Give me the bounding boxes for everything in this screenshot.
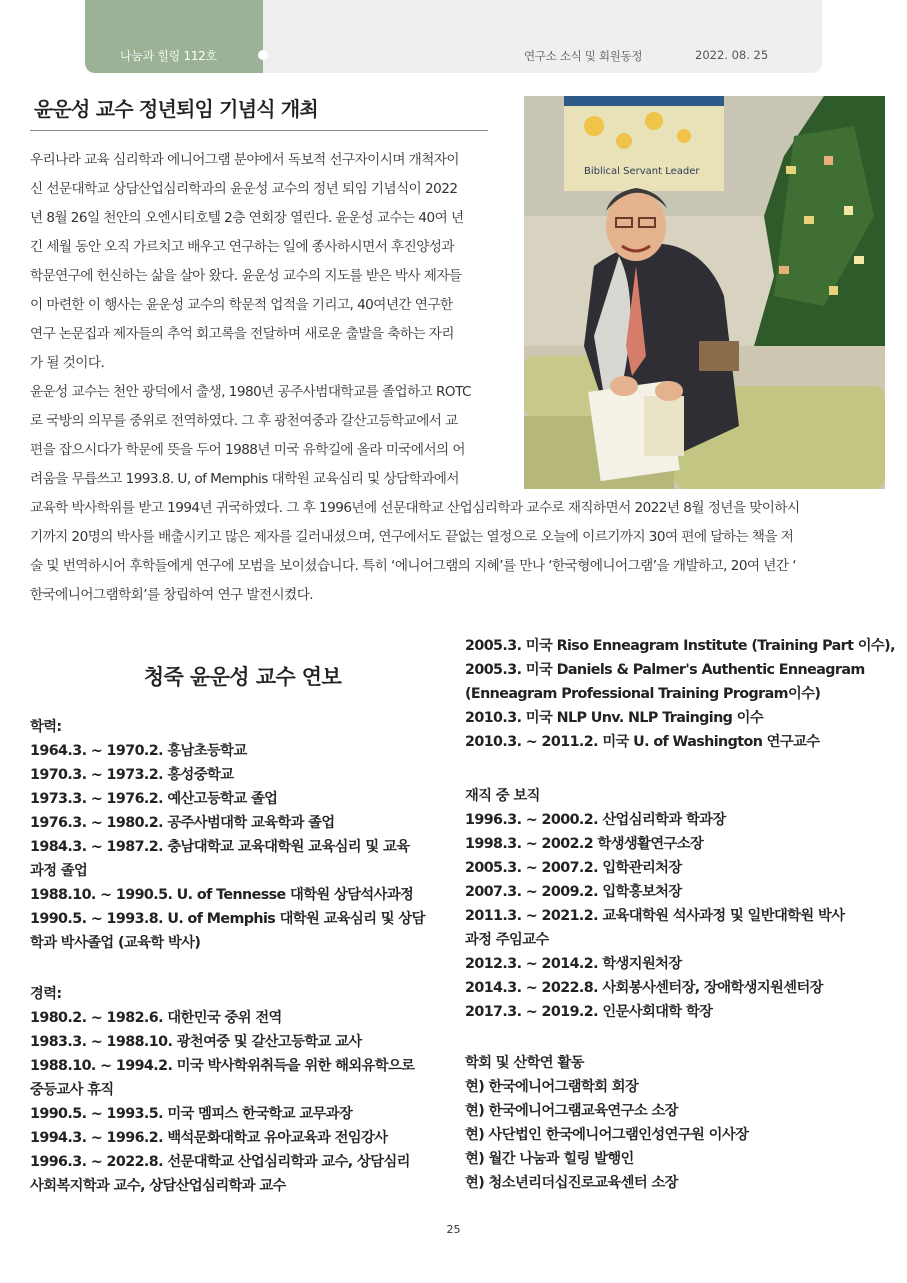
article-title: 윤운성 교수 정년퇴임 기념식 개최 bbox=[34, 97, 318, 121]
yearbook-entry: 1990.5. ~ 1993.8. U. of Memphis 대학원 교육심리 및 상담 bbox=[30, 911, 425, 927]
yearbook-entry: 현) 한국에니어그램교육연구소 소장 bbox=[465, 1103, 678, 1119]
yearbook-entry: 현) 사단법인 한국에니어그램인성연구원 이사장 bbox=[465, 1127, 749, 1143]
issue-date: 2022. 08. 25 bbox=[695, 48, 769, 62]
article-line: 교육학 박사학위를 받고 1994년 귀국하였다. 그 후 1996년에 선문대학교 산업심리학과 교수로 재직하면서 2022년 8월 정년을 맞이하시 bbox=[30, 500, 800, 516]
yearbook-entry: 1976.3. ~ 1980.2. 공주사범대학 교육학과 졸업 bbox=[30, 815, 335, 831]
yearbook-entry: 중등교사 휴직 bbox=[30, 1082, 114, 1098]
professor-photo bbox=[524, 96, 885, 489]
yearbook-entry: 과정 주임교수 bbox=[465, 932, 549, 948]
yearbook-entry: 1983.3. ~ 1988.10. 광천여중 및 갈산고등학교 교사 bbox=[30, 1034, 362, 1050]
article-line: 이 마련한 이 행사는 윤운성 교수의 학문적 업적을 기리고, 40여년간 연구한 bbox=[30, 297, 453, 313]
yearbook-entry: 1994.3. ~ 1996.2. 백석문화대학교 유아교육과 전임강사 bbox=[30, 1130, 388, 1146]
article-line: 연구 논문집과 제자들의 추억 회고록을 전달하며 새로운 출발을 축하는 자리 bbox=[30, 326, 454, 342]
yearbook-entry: 현) 한국에니어그램학회 회장 bbox=[465, 1079, 639, 1095]
banner-text: Biblical Servant Leader bbox=[584, 166, 700, 177]
article-line: 긴 세월 동안 오직 가르치고 배우고 연구하는 일에 종사하시면서 후진양성과 bbox=[30, 239, 454, 255]
yearbook-entry: 2005.3. 미국 Riso Enneagram Institute (Training Part 이수), bbox=[465, 638, 895, 654]
yearbook-entry: 1984.3. ~ 1987.2. 충남대학교 교육대학원 교육심리 및 교육 bbox=[30, 839, 410, 855]
yearbook-entry: 2005.3. ~ 2007.2. 입학관리처장 bbox=[465, 860, 682, 876]
yearbook-entry: 학과 박사졸업 (교육학 박사) bbox=[30, 935, 201, 951]
article-line: 가 될 것이다. bbox=[30, 355, 105, 371]
yearbook-entry: 1973.3. ~ 1976.2. 예산고등학교 졸업 bbox=[30, 791, 278, 807]
article-line: 신 선문대학교 상담산업심리학과의 윤운성 교수의 정년 퇴임 기념식이 2022 bbox=[30, 181, 458, 197]
yearbook-entry: 2011.3. ~ 2021.2. 교육대학원 석사과정 및 일반대학원 박사 bbox=[465, 908, 845, 924]
article-line: 년 8월 26일 천안의 오엔시티호텔 2층 연회장 열린다. 윤운성 교수는 40여 년 bbox=[30, 210, 464, 226]
yearbook-entry: 2010.3. ~ 2011.2. 미국 U. of Washington 연구교수 bbox=[465, 734, 820, 750]
yearbook-title: 청죽 윤운성 교수 연보 bbox=[143, 665, 342, 689]
yearbook-entry: 1990.5. ~ 1993.5. 미국 멤피스 한국학교 교무과장 bbox=[30, 1106, 353, 1122]
section-heading-activities: 학회 및 산학연 활동 bbox=[465, 1055, 584, 1071]
yearbook-entry: 2010.3. 미국 NLP Unv. NLP Trainging 이수 bbox=[465, 710, 764, 726]
yearbook-entry: 1964.3. ~ 1970.2. 홍남초등학교 bbox=[30, 743, 247, 759]
page-number: 25 bbox=[446, 1223, 461, 1236]
section-heading-positions: 재직 중 보직 bbox=[465, 788, 540, 804]
article-line: 편을 잡으시다가 학문에 뜻을 두어 1988년 미국 유학길에 올라 미국에서의 어 bbox=[30, 442, 465, 458]
yearbook-entry: 사회복지학과 교수, 상담산업심리학과 교수 bbox=[30, 1178, 286, 1194]
article-line: 려움을 무릅쓰고 1993.8. U, of Memphis 대학원 교육심리 및 상담학과에서 bbox=[30, 471, 459, 487]
header-dot bbox=[258, 50, 268, 60]
article-line: 기까지 20명의 박사를 배출시키고 많은 제자를 길러내셨으며, 연구에서도 끝없는 열정으로 오늘에 이르기까지 30여 편에 달하는 책을 저 bbox=[30, 529, 794, 545]
issue-label: 나눔과 힐링 112호 bbox=[120, 49, 217, 63]
section-label: 연구소 소식 및 회원동정 bbox=[524, 49, 643, 63]
yearbook-entry: 1996.3. ~ 2022.8. 선문대학교 산업심리학과 교수, 상담심리 bbox=[30, 1154, 410, 1170]
title-divider bbox=[30, 130, 488, 131]
yearbook-entry: 2007.3. ~ 2009.2. 입학홍보처장 bbox=[465, 884, 682, 900]
section-heading-career: 경력: bbox=[30, 986, 62, 1002]
yearbook-entry: 1996.3. ~ 2000.2. 산업심리학과 학과장 bbox=[465, 812, 726, 828]
yearbook-entry: 현) 월간 나눔과 힐링 발행인 bbox=[465, 1151, 634, 1167]
yearbook-entry: 1970.3. ~ 1973.2. 홍성중학교 bbox=[30, 767, 234, 783]
section-heading-education: 학력: bbox=[30, 719, 62, 735]
yearbook-entry: 2017.3. ~ 2019.2. 인문사회대학 학장 bbox=[465, 1004, 713, 1020]
article-line: 로 국방의 의무를 중위로 전역하였다. 그 후 광천여중과 갈산고등학교에서 교 bbox=[30, 413, 458, 429]
yearbook-entry: 1998.3. ~ 2002.2 학생생활연구소장 bbox=[465, 836, 704, 852]
article-line: 윤운성 교수는 천안 광덕에서 출생, 1980년 공주사범대학교를 졸업하고 ROTC bbox=[30, 384, 471, 400]
yearbook-entry: 2012.3. ~ 2014.2. 학생지원처장 bbox=[465, 956, 682, 972]
article-line: 술 및 번역하시어 후학들에게 연구에 모범을 보이셨습니다. 특히 ‘에니어그램의 지혜’를 만나 ‘한국형에니어그램’을 개발하고, 20여 년간 ‘ bbox=[30, 558, 796, 574]
yearbook-entry: 과정 졸업 bbox=[30, 863, 88, 879]
yearbook-entry: 2014.3. ~ 2022.8. 사회봉사센터장, 장애학생지원센터장 bbox=[465, 980, 823, 996]
yearbook-entry: (Enneagram Professional Training Program이수) bbox=[465, 686, 821, 702]
article-line: 우리나라 교육 심리학과 에니어그램 분야에서 독보적 선구자이시며 개척자이 bbox=[30, 152, 460, 168]
article-line: 학문연구에 헌신하는 삶을 살아 왔다. 윤운성 교수의 지도를 받은 박사 제자들 bbox=[30, 268, 462, 284]
yearbook-entry: 2005.3. 미국 Daniels & Palmer's Authentic Enneagram bbox=[465, 662, 865, 678]
yearbook-entry: 현) 청소년리더십진로교육센터 소장 bbox=[465, 1175, 678, 1191]
article-line: 한국에니어그램학회’를 창립하여 연구 발전시켰다. bbox=[30, 587, 314, 603]
yearbook-entry: 1988.10. ~ 1990.5. U. of Tennesse 대학원 상담석사과정 bbox=[30, 887, 414, 903]
yearbook-entry: 1988.10. ~ 1994.2. 미국 박사학위취득을 위한 해외유학으로 bbox=[30, 1058, 415, 1074]
yearbook-entry: 1980.2. ~ 1982.6. 대한민국 중위 전역 bbox=[30, 1010, 282, 1026]
